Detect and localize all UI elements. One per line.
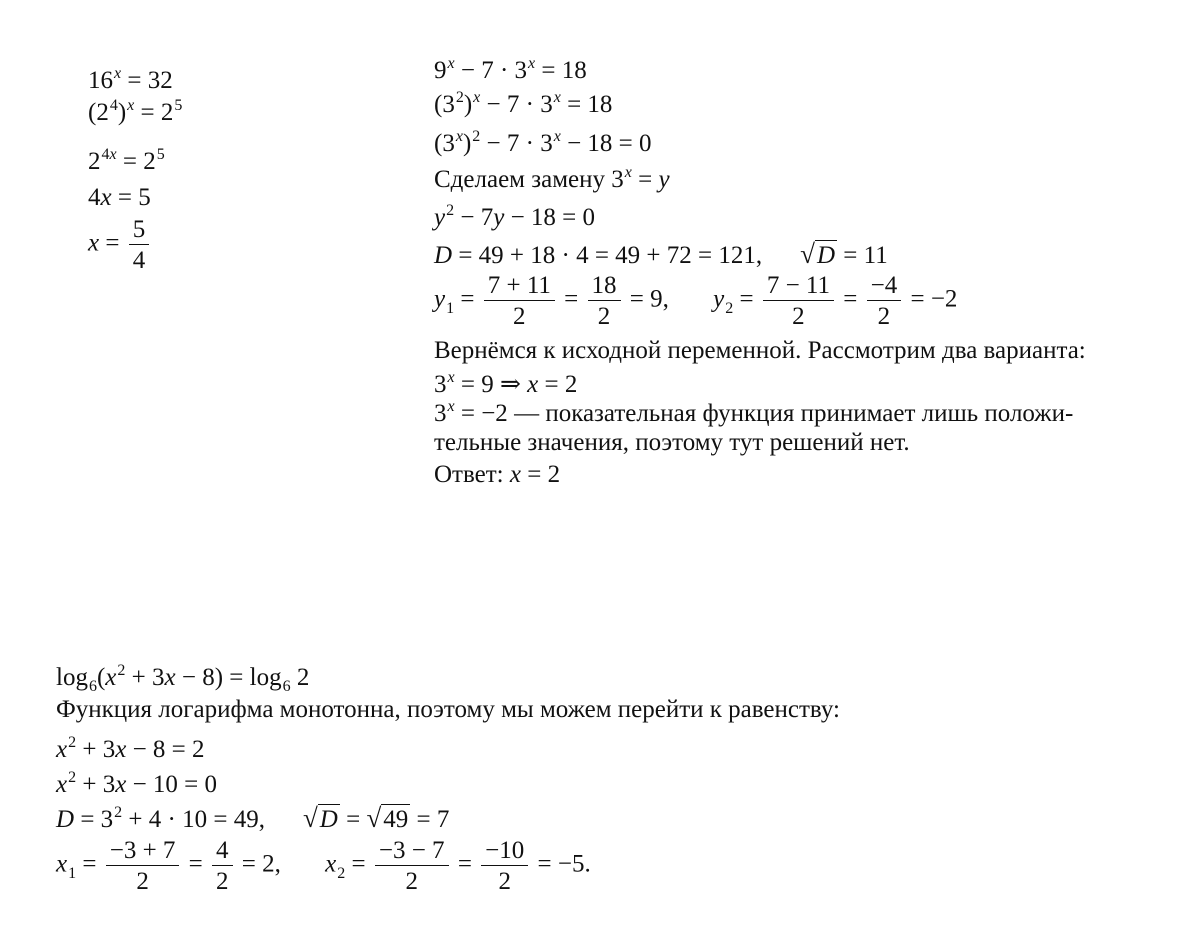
case-2-continuation: тельные значения, поэтому тут решений нет. [434, 429, 910, 456]
fraction-4-2: $\frac{4}{2}$ [212, 838, 233, 894]
fraction-neg4-2: $\frac{-4}{2}$ [867, 273, 902, 329]
bottom-eq-2: $x^2 + 3x - 10 = 0$ [56, 769, 218, 798]
fraction-5-4: $\frac{5}{4}$ [129, 217, 150, 273]
bottom-discriminant: $D = 3^2 + 4 \cdot 10 = 49$, √D = √49 = 7 [56, 803, 450, 833]
fraction-7-minus-11: $\frac{7 - 11}{2}$ [763, 273, 834, 329]
case-1: $3^x = 9$ ⇒ x = 2 [434, 369, 578, 398]
roots-y-line: $y_1$ = $\frac{7 + 11}{2}$ = $\frac{18}{2}$ = 9, $y_2$ = $\frac{7 - 11}{2}$ = $\frac{-4}{2}$ = −2 [434, 272, 958, 330]
fraction-neg3-plus-7: $\frac{-3 + 7}{2}$ [106, 838, 180, 894]
substitution-line: Сделаем замену $3^x = y$ [434, 164, 670, 193]
return-text: Вернёмся к исходной переменной. Рассмотрим два варианта: [434, 337, 1086, 364]
sqrt-d-bottom: √D [302, 803, 338, 833]
left-line-1: $16^x = 32$ [88, 65, 173, 94]
fraction-neg3-minus-7: $\frac{-3 - 7}{2}$ [375, 838, 449, 894]
right-eq-3: $(3^x)^2 - 7 \cdot 3^x - 18 = 0$ [434, 128, 652, 157]
right-eq-1: $9^x - 7 \cdot 3^x = 18$ [434, 55, 587, 84]
monotone-text: Функция логарифма монотонна, поэтому мы можем перейти к равенству: [56, 696, 840, 723]
substitution-text: Сделаем замену [434, 166, 605, 193]
log-equation: $\log_6(x^2 + 3x - 8) = \log_6 2$ [56, 662, 310, 695]
sqrt-d: √D [800, 239, 836, 269]
left-line-5: x = $\frac{5}{4}$ [88, 217, 152, 273]
fraction-7-plus-11: $\frac{7 + 11}{2}$ [484, 273, 555, 329]
right-eq-2: $(3^2)^x - 7 \cdot 3^x = 18$ [434, 89, 613, 118]
case-2-text: — показательная функция принимает лишь положи- [514, 400, 1074, 427]
bottom-eq-1: $x^2 + 3x - 8 = 2$ [56, 734, 205, 763]
roots-x-line: $x_1$ = $\frac{-3 + 7}{2}$ = $\frac{4}{2}$ = 2, $x_2$ = $\frac{-3 - 7}{2}$ = $\frac{-10}{2}$ = −5. [56, 837, 591, 895]
sqrt-49: √49 [366, 803, 409, 833]
quadratic-y: $y^2 - 7y - 18 = 0$ [434, 202, 596, 231]
left-line-4: 4x = 5 [88, 184, 151, 211]
fraction-neg10-2: $\frac{-10}{2}$ [481, 838, 528, 894]
case-2: $3^x = -2$ — показательная функция принимает лишь положи- [434, 398, 1074, 427]
left-line-2: $(2^4)^x = 2^5$ [88, 97, 183, 126]
answer-label: Ответ: [434, 461, 504, 488]
fraction-18-2: $\frac{18}{2}$ [588, 273, 621, 329]
discriminant-line: D = 49 + 18 · 4 = 49 + 72 = 121, √D = 11 [434, 239, 888, 269]
left-line-3: $2^{4x} = 2^5$ [88, 146, 165, 175]
answer-line: Ответ: x = 2 [434, 461, 561, 488]
